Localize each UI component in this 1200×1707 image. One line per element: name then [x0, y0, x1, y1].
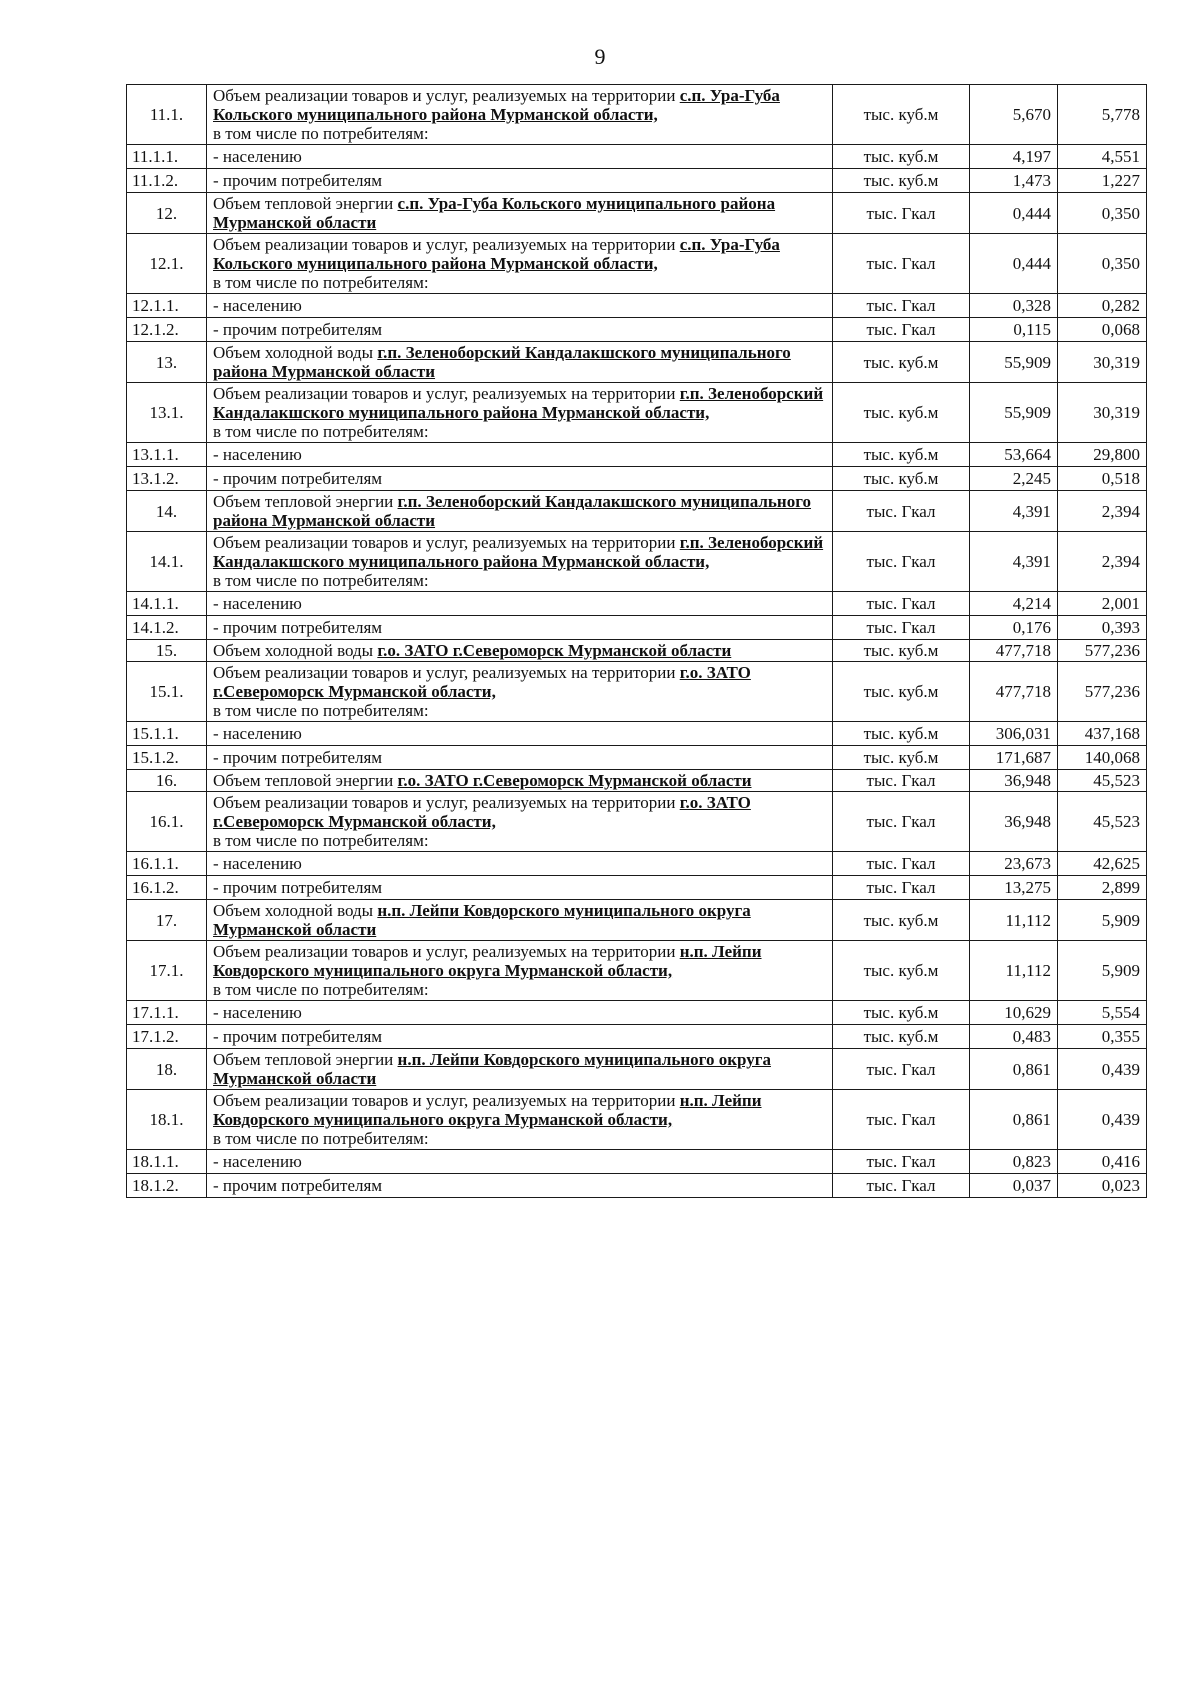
unit-cell: тыс. Гкал	[833, 294, 970, 318]
row-description	[207, 383, 833, 443]
value-cell-2: 30,319	[1058, 342, 1147, 383]
row-number: 13.1.	[127, 383, 207, 443]
value-cell-1: 0,861	[970, 1049, 1058, 1090]
description-text: Объем реализации товаров и услуг, реализуемых на территории	[213, 235, 676, 254]
value-cell-1: 5,670	[970, 85, 1058, 145]
description-text: - прочим потребителям	[213, 171, 383, 190]
row-description	[207, 1150, 833, 1174]
territory-name: г.о. ЗАТО г.Североморск Мурманской области	[377, 641, 732, 660]
territory-name: н.п. Лейпи Ковдорского муниципального округа Мурманской области	[213, 901, 751, 939]
row-number: 14.1.	[127, 532, 207, 592]
row-description	[207, 1049, 833, 1090]
row-description	[207, 467, 833, 491]
unit-cell: тыс. куб.м	[833, 383, 970, 443]
description-note: в том числе по потребителям:	[213, 831, 429, 850]
value-cell-1: 11,112	[970, 941, 1058, 1001]
row-number: 12.	[127, 193, 207, 234]
value-cell-2: 4,551	[1058, 145, 1147, 169]
table-row	[127, 85, 1147, 145]
table-row	[127, 443, 1147, 467]
value-cell-2: 2,394	[1058, 532, 1147, 592]
value-cell-2: 577,236	[1058, 640, 1147, 662]
description-text: Объем тепловой энергии	[213, 492, 394, 511]
row-number: 11.1.1.	[127, 145, 207, 169]
description-text: - прочим потребителям	[213, 878, 383, 897]
row-number: 12.1.1.	[127, 294, 207, 318]
unit-cell: тыс. Гкал	[833, 193, 970, 234]
territory-name: г.п. Зеленоборский Кандалакшского муниципального района Мурманской области	[213, 492, 812, 530]
description-text: - населению	[213, 147, 302, 166]
description-text: - прочим потребителям	[213, 748, 383, 767]
value-cell-1: 53,664	[970, 443, 1058, 467]
row-number: 15.	[127, 640, 207, 662]
value-cell-1: 0,328	[970, 294, 1058, 318]
row-description	[207, 443, 833, 467]
table-row	[127, 342, 1147, 383]
value-cell-1: 477,718	[970, 662, 1058, 722]
unit-cell: тыс. Гкал	[833, 491, 970, 532]
value-cell-1: 0,483	[970, 1025, 1058, 1049]
table-row	[127, 852, 1147, 876]
value-cell-2: 5,554	[1058, 1001, 1147, 1025]
table-row	[127, 318, 1147, 342]
description-text: - населению	[213, 1152, 302, 1171]
unit-cell: тыс. куб.м	[833, 1001, 970, 1025]
description-text: Объем холодной воды	[213, 901, 374, 920]
row-number: 18.	[127, 1049, 207, 1090]
territory-name: с.п. Ура-Губа Кольского муниципального района Мурманской области	[213, 194, 776, 232]
value-cell-1: 0,037	[970, 1174, 1058, 1198]
value-cell-2: 2,001	[1058, 592, 1147, 616]
row-description	[207, 193, 833, 234]
row-description	[207, 746, 833, 770]
row-description	[207, 616, 833, 640]
description-note: в том числе по потребителям:	[213, 273, 429, 292]
row-number: 17.	[127, 900, 207, 941]
value-cell-2: 0,416	[1058, 1150, 1147, 1174]
table-row	[127, 169, 1147, 193]
table-row	[127, 662, 1147, 722]
row-description	[207, 592, 833, 616]
description-text: Объем тепловой энергии	[213, 194, 394, 213]
unit-cell: тыс. куб.м	[833, 722, 970, 746]
value-cell-2: 0,439	[1058, 1049, 1147, 1090]
unit-cell: тыс. куб.м	[833, 746, 970, 770]
value-cell-2: 140,068	[1058, 746, 1147, 770]
value-cell-2: 0,350	[1058, 234, 1147, 294]
description-text: - прочим потребителям	[213, 618, 383, 637]
description-note: в том числе по потребителям:	[213, 571, 429, 590]
value-cell-2: 5,909	[1058, 941, 1147, 1001]
value-cell-1: 11,112	[970, 900, 1058, 941]
table-row	[127, 294, 1147, 318]
row-description	[207, 876, 833, 900]
row-description	[207, 342, 833, 383]
value-cell-1: 4,214	[970, 592, 1058, 616]
table-row	[127, 1150, 1147, 1174]
row-number: 14.	[127, 491, 207, 532]
value-cell-2: 5,778	[1058, 85, 1147, 145]
description-text: Объем тепловой энергии	[213, 771, 394, 790]
value-cell-2: 0,068	[1058, 318, 1147, 342]
row-number: 18.1.	[127, 1090, 207, 1150]
value-cell-1: 36,948	[970, 792, 1058, 852]
unit-cell: тыс. Гкал	[833, 1174, 970, 1198]
description-text: Объем реализации товаров и услуг, реализуемых на территории	[213, 86, 676, 105]
table-row	[127, 1025, 1147, 1049]
value-cell-2: 5,909	[1058, 900, 1147, 941]
row-number: 13.1.2.	[127, 467, 207, 491]
value-cell-2: 1,227	[1058, 169, 1147, 193]
territory-name: г.о. ЗАТО г.Североморск Мурманской области,	[213, 793, 751, 831]
table-row	[127, 1174, 1147, 1198]
data-table-container	[126, 84, 1146, 1198]
value-cell-2: 0,518	[1058, 467, 1147, 491]
table-row	[127, 383, 1147, 443]
value-cell-2: 45,523	[1058, 792, 1147, 852]
unit-cell: тыс. куб.м	[833, 169, 970, 193]
description-text: - прочим потребителям	[213, 1027, 383, 1046]
territory-name: г.о. ЗАТО г.Североморск Мурманской области,	[213, 663, 751, 701]
description-note: в том числе по потребителям:	[213, 422, 429, 441]
value-cell-1: 0,823	[970, 1150, 1058, 1174]
row-number: 14.1.1.	[127, 592, 207, 616]
row-description	[207, 318, 833, 342]
unit-cell: тыс. куб.м	[833, 342, 970, 383]
table-row	[127, 532, 1147, 592]
value-cell-1: 477,718	[970, 640, 1058, 662]
description-text: Объем тепловой энергии	[213, 1050, 394, 1069]
row-description	[207, 85, 833, 145]
row-description	[207, 234, 833, 294]
description-note: в том числе по потребителям:	[213, 701, 429, 720]
description-note: в том числе по потребителям:	[213, 980, 429, 999]
row-number: 16.1.	[127, 792, 207, 852]
unit-cell: тыс. Гкал	[833, 792, 970, 852]
value-cell-1: 0,444	[970, 234, 1058, 294]
description-text: Объем реализации товаров и услуг, реализуемых на территории	[213, 663, 676, 682]
description-note: в том числе по потребителям:	[213, 124, 429, 143]
value-cell-2: 42,625	[1058, 852, 1147, 876]
description-text: - населению	[213, 445, 302, 464]
table-row	[127, 941, 1147, 1001]
data-table	[126, 84, 1147, 1198]
unit-cell: тыс. Гкал	[833, 234, 970, 294]
table-row	[127, 616, 1147, 640]
table-row	[127, 876, 1147, 900]
table-row	[127, 592, 1147, 616]
table-row	[127, 145, 1147, 169]
value-cell-2: 30,319	[1058, 383, 1147, 443]
table-row	[127, 234, 1147, 294]
unit-cell: тыс. куб.м	[833, 145, 970, 169]
row-description	[207, 145, 833, 169]
description-text: - населению	[213, 594, 302, 613]
row-number: 17.1.	[127, 941, 207, 1001]
row-number: 16.1.2.	[127, 876, 207, 900]
description-text: Объем реализации товаров и услуг, реализуемых на территории	[213, 533, 676, 552]
row-number: 18.1.2.	[127, 1174, 207, 1198]
unit-cell: тыс. Гкал	[833, 318, 970, 342]
row-description	[207, 1090, 833, 1150]
territory-name: г.о. ЗАТО г.Североморск Мурманской области	[397, 771, 752, 790]
row-number: 18.1.1.	[127, 1150, 207, 1174]
unit-cell: тыс. куб.м	[833, 1025, 970, 1049]
description-text: - населению	[213, 1003, 302, 1022]
territory-name: н.п. Лейпи Ковдорского муниципального округа Мурманской области,	[213, 942, 762, 980]
row-number: 11.1.2.	[127, 169, 207, 193]
row-description	[207, 722, 833, 746]
row-description	[207, 852, 833, 876]
value-cell-2: 0,023	[1058, 1174, 1147, 1198]
value-cell-2: 0,282	[1058, 294, 1147, 318]
value-cell-1: 23,673	[970, 852, 1058, 876]
row-number: 17.1.1.	[127, 1001, 207, 1025]
value-cell-2: 0,393	[1058, 616, 1147, 640]
value-cell-1: 0,115	[970, 318, 1058, 342]
row-description	[207, 169, 833, 193]
value-cell-2: 577,236	[1058, 662, 1147, 722]
value-cell-1: 1,473	[970, 169, 1058, 193]
value-cell-1: 10,629	[970, 1001, 1058, 1025]
value-cell-1: 2,245	[970, 467, 1058, 491]
table-row	[127, 792, 1147, 852]
unit-cell: тыс. куб.м	[833, 467, 970, 491]
description-text: - населению	[213, 296, 302, 315]
row-description	[207, 294, 833, 318]
territory-name: н.п. Лейпи Ковдорского муниципального округа Мурманской области	[213, 1050, 771, 1088]
unit-cell: тыс. куб.м	[833, 85, 970, 145]
row-number: 17.1.2.	[127, 1025, 207, 1049]
unit-cell: тыс. куб.м	[833, 900, 970, 941]
value-cell-1: 36,948	[970, 770, 1058, 792]
value-cell-2: 29,800	[1058, 443, 1147, 467]
row-description	[207, 792, 833, 852]
territory-name: г.п. Зеленоборский Кандалакшского муниципального района Мурманской области,	[213, 384, 824, 422]
table-row	[127, 491, 1147, 532]
value-cell-2: 0,355	[1058, 1025, 1147, 1049]
description-note: в том числе по потребителям:	[213, 1129, 429, 1148]
unit-cell: тыс. куб.м	[833, 443, 970, 467]
description-text: Объем холодной воды	[213, 641, 374, 660]
value-cell-1: 171,687	[970, 746, 1058, 770]
value-cell-1: 0,444	[970, 193, 1058, 234]
value-cell-2: 437,168	[1058, 722, 1147, 746]
value-cell-2: 45,523	[1058, 770, 1147, 792]
row-number: 14.1.2.	[127, 616, 207, 640]
description-text: Объем реализации товаров и услуг, реализуемых на территории	[213, 1091, 676, 1110]
row-number: 15.1.2.	[127, 746, 207, 770]
table-row	[127, 1049, 1147, 1090]
value-cell-1: 4,391	[970, 491, 1058, 532]
page-number: 9	[594, 44, 606, 69]
description-text: Объем реализации товаров и услуг, реализуемых на территории	[213, 942, 676, 961]
territory-name: н.п. Лейпи Ковдорского муниципального округа Мурманской области,	[213, 1091, 762, 1129]
unit-cell: тыс. Гкал	[833, 770, 970, 792]
value-cell-1: 4,391	[970, 532, 1058, 592]
table-row	[127, 746, 1147, 770]
description-text: - прочим потребителям	[213, 1176, 383, 1195]
value-cell-1: 306,031	[970, 722, 1058, 746]
value-cell-2: 0,350	[1058, 193, 1147, 234]
row-number: 12.1.	[127, 234, 207, 294]
table-row	[127, 467, 1147, 491]
territory-name: с.п. Ура-Губа Кольского муниципального района Мурманской области,	[213, 86, 780, 124]
row-description	[207, 900, 833, 941]
unit-cell: тыс. Гкал	[833, 592, 970, 616]
table-body	[127, 85, 1147, 1198]
row-number: 11.1.	[127, 85, 207, 145]
row-description	[207, 770, 833, 792]
row-description	[207, 1001, 833, 1025]
row-number: 13.1.1.	[127, 443, 207, 467]
row-number: 13.	[127, 342, 207, 383]
unit-cell: тыс. куб.м	[833, 640, 970, 662]
description-text: - населению	[213, 724, 302, 743]
row-number: 16.1.1.	[127, 852, 207, 876]
unit-cell: тыс. Гкал	[833, 1090, 970, 1150]
value-cell-1: 0,176	[970, 616, 1058, 640]
value-cell-1: 13,275	[970, 876, 1058, 900]
table-row	[127, 1001, 1147, 1025]
unit-cell: тыс. Гкал	[833, 1049, 970, 1090]
territory-name: с.п. Ура-Губа Кольского муниципального района Мурманской области,	[213, 235, 780, 273]
row-description	[207, 941, 833, 1001]
value-cell-2: 0,439	[1058, 1090, 1147, 1150]
table-row	[127, 722, 1147, 746]
row-description	[207, 491, 833, 532]
description-text: - прочим потребителям	[213, 469, 383, 488]
value-cell-2: 2,899	[1058, 876, 1147, 900]
unit-cell: тыс. куб.м	[833, 941, 970, 1001]
row-description	[207, 640, 833, 662]
row-description	[207, 1025, 833, 1049]
row-description	[207, 662, 833, 722]
table-row	[127, 640, 1147, 662]
unit-cell: тыс. Гкал	[833, 1150, 970, 1174]
row-description	[207, 1174, 833, 1198]
description-text: Объем реализации товаров и услуг, реализуемых на территории	[213, 793, 676, 812]
territory-name: г.п. Зеленоборский Кандалакшского муниципального района Мурманской области	[213, 343, 791, 381]
table-row	[127, 1090, 1147, 1150]
value-cell-1: 0,861	[970, 1090, 1058, 1150]
value-cell-1: 55,909	[970, 383, 1058, 443]
table-row	[127, 900, 1147, 941]
table-row	[127, 770, 1147, 792]
unit-cell: тыс. Гкал	[833, 876, 970, 900]
value-cell-1: 4,197	[970, 145, 1058, 169]
unit-cell: тыс. Гкал	[833, 532, 970, 592]
unit-cell: тыс. Гкал	[833, 852, 970, 876]
value-cell-2: 2,394	[1058, 491, 1147, 532]
description-text: Объем холодной воды	[213, 343, 374, 362]
row-number: 15.1.	[127, 662, 207, 722]
row-number: 15.1.1.	[127, 722, 207, 746]
row-number: 16.	[127, 770, 207, 792]
description-text: - населению	[213, 854, 302, 873]
description-text: Объем реализации товаров и услуг, реализуемых на территории	[213, 384, 676, 403]
row-description	[207, 532, 833, 592]
unit-cell: тыс. Гкал	[833, 616, 970, 640]
territory-name: г.п. Зеленоборский Кандалакшского муниципального района Мурманской области,	[213, 533, 824, 571]
description-text: - прочим потребителям	[213, 320, 383, 339]
table-row	[127, 193, 1147, 234]
unit-cell: тыс. куб.м	[833, 662, 970, 722]
row-number: 12.1.2.	[127, 318, 207, 342]
value-cell-1: 55,909	[970, 342, 1058, 383]
